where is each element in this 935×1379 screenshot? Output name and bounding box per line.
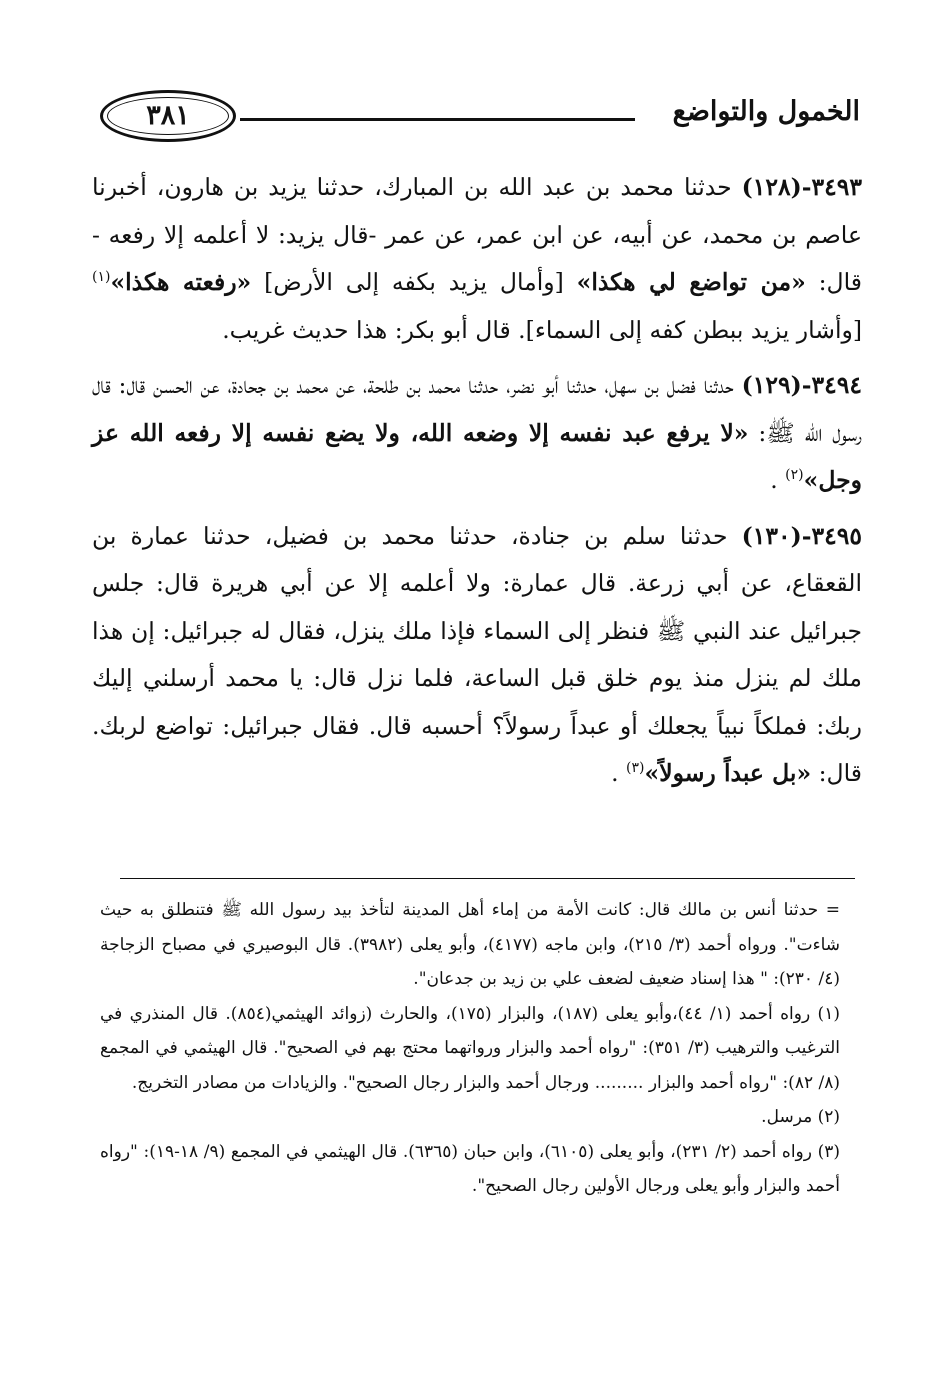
footnote-ref: (١): [92, 269, 111, 286]
hadith-text: [وأمال يزيد بكفه إلى الأرض]: [251, 268, 577, 296]
hadith-quote: «رفعته هكذا»: [110, 268, 252, 296]
main-text: [92, 164, 862, 806]
footnote-1: (١) رواه أحمد (١/ ٤٤)،وأبو يعلى (١٨٧)، والبزار (١٧٥)، والحارث (زوائد الهيثمي(٨٥٤). قال المنذري في الترغيب والترهيب (٣/ ٣٥١): "رواه أحمد والبزار ورواتهما محتج بهم في الصحيح". قال الهيثمي في المجمع (٨/ ٨٢): "رواه أحمد والبزار ......... ورجال أحمد والبزار رجال الصحيح". والزيادات من مصادر التخريج.: [100, 1003, 841, 1093]
hadith-quote: «من تواضع لي هكذا»: [576, 268, 806, 296]
hadith-quote: «بل عبداً رسولاً»: [644, 759, 812, 787]
hadith-number: ٣٤٩٣-(١٢٨): [741, 173, 862, 201]
footnote-2: (٢) مرسل.: [761, 1107, 840, 1127]
chapter-title: الخمول والتواضع: [672, 96, 860, 127]
running-header: [100, 90, 860, 150]
footnote-separator: [120, 878, 855, 879]
hadith-text: .: [770, 466, 786, 494]
hadith-number: ٣٤٩٥-(١٣٠): [741, 521, 862, 550]
hadith-number: ٣٤٩٤-(١٢٩): [741, 371, 862, 399]
footnote-continuation: = حدثنا أنس بن مالك قال: كانت الأمة من إماء أهل المدينة لتأخذ بيد رسول الله ﷺ فتنطلق به حيث شاءت". ورواه أحمد (٣/ ٢١٥)، وابن ماجه (٤١٧٧)، وأبو يعلى (٣٩٨٢). قال البوصيري في مصباح الزجاجة (٤/ ٢٣٠): " هذا إسناد ضعيف لضعف علي بن زيد بن جدعان".: [100, 900, 840, 989]
hadith-3494: [92, 362, 862, 505]
hadith-3495: [92, 513, 862, 798]
hadith-text: حدثنا محمد بن عبد الله بن المبارك، حدثنا يزيد بن هارون، أخبرنا عاصم بن محمد، عن أبيه، عن ابن عمر، عن عمر -قال يزيد: لا أعلمه إلا رفعه - قال:: [92, 173, 862, 296]
hadith-3493: [92, 164, 862, 354]
hadith-text: [وأشار يزيد ببطن كفه إلى السماء]. قال أبو بكر: هذا حديث غريب.: [222, 315, 862, 344]
hadith-text: حدثنا فضل بن سهل، حدثنا أبو نضر، حدثنا محمد بن طلحة، عن محمد بن جحادة، عن الحسن قال: قال رسول الله ﷺ:: [92, 371, 862, 447]
header-rule: [240, 118, 635, 121]
hadith-quote: «لا يرفع عبد نفسه إلا وضعه الله، ولا يضع نفسه إلا رفعه الله عز وجل»: [92, 418, 862, 494]
page-number: ٣٨١: [146, 100, 190, 131]
footnote-3: (٣) رواه أحمد (٢/ ٢٣١)، وأبو يعلى (٦١٠٥)، وابن حبان (٦٣٦٥). قال الهيثمي في المجمع (٩/ ١٨-١٩): "رواه أحمد والبزار وأبو يعلى ورجال الأولين رجال الصحيح".: [100, 1141, 841, 1196]
hadith-text: .: [611, 759, 627, 787]
footnotes: [100, 893, 840, 1204]
footnote-ref: (٣): [626, 760, 645, 777]
hadith-text: حدثنا سلم بن جنادة، حدثنا محمد بن فضيل، حدثنا عمارة بن القعقاع، عن أبي زرعة. قال عمارة: ولا أعلمه إلا عن أبي هريرة قال: جلس جبرائيل عند النبي ﷺ فنظر إلى السماء فإذا ملك ينزل، فقال له جبرائيل: إن هذا ملك لم ينزل منذ يوم خلق قبل الساعة، فلما نزل قال: يا محمد أرسلني إليك ربك: فملكاً نبياً يجعلك أو عبداً رسولاً؟ أحسبه قال. فقال جبرائيل: تواضع لربك. قال:: [92, 521, 862, 787]
footnote-ref: (٢): [785, 467, 804, 484]
